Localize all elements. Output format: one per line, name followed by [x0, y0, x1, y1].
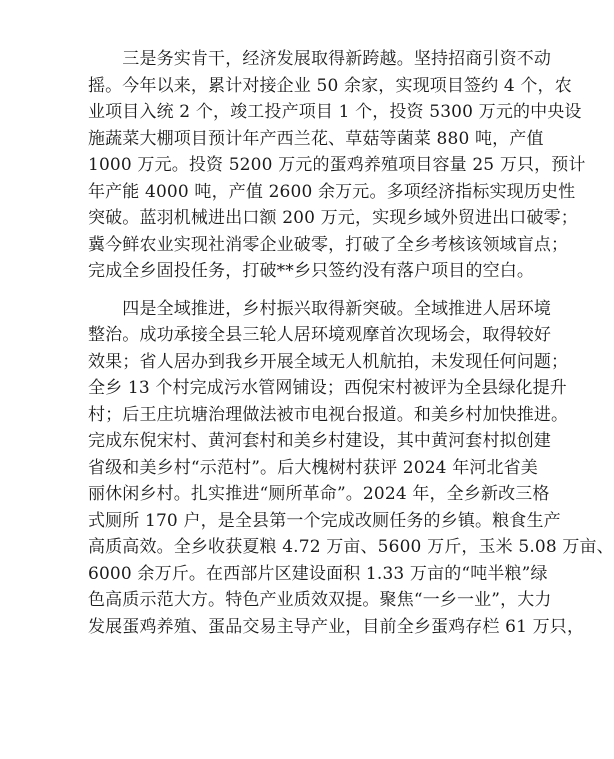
text-line: 村；后王庄坑塘治理做法被市电视台报道。和美乡村加快推进。 — [88, 404, 569, 425]
text-line: 式厕所 170 户，是全县第一个完成改厕任务的乡镇。粮食生产 — [88, 510, 561, 531]
text-line: 6000 余万斤。在西部片区建设面积 1.33 万亩的“吨半粮”绿 — [88, 563, 548, 584]
text-line: 整治。成功承接全县三轮人居环境观摩首次现场会，取得较好 — [88, 325, 552, 345]
paragraph-rural-revitalization — [88, 296, 614, 641]
text-line: 突破。蓝羽机械进出口额 200 万元，实现乡域外贸进出口破零； — [88, 208, 578, 228]
paragraph-spacer — [88, 285, 508, 296]
paragraph-economy — [88, 46, 586, 285]
text-line: 高质高效。全乡收获夏粮 4.72 万亩、5600 万斤，玉米 5.08 万亩、 — [88, 537, 614, 557]
text-line: 色高质示范大方。特色产业质效双提。聚焦“一乡一业”，大力 — [88, 590, 552, 610]
document-body — [88, 46, 614, 640]
text-line: 三是务实肯干，经济发展取得新跨越。坚持招商引资不动 — [88, 49, 552, 69]
text-line: 效果；省人居办到我乡开展全域无人机航拍，未发现任何问题； — [88, 351, 569, 372]
text-line: 发展蛋鸡养殖、蛋品交易主导产业，目前全乡蛋鸡存栏 61 万只， — [88, 616, 585, 637]
text-line: 施蔬菜大棚项目预计年产西兰花、草菇等菌菜 880 吨，产值 — [88, 128, 544, 149]
text-line: 丽休闲乡村。扎实推进“厕所革命”。2024 年，全乡新改三格 — [88, 484, 550, 504]
text-line: 冀今鲜农业实现社消零企业破零，打破了全乡考核该领域盲点； — [88, 234, 569, 255]
text-line: 完成东倪宋村、黄河套村和美乡村建设，其中黄河套村拟创建 — [88, 431, 552, 451]
text-line: 省级和美乡村“示范村”。后大槐树村获评 2024 年河北省美 — [88, 457, 538, 478]
text-line: 1000 万元。投资 5200 万元的蛋鸡养殖项目容量 25 万只，预计 — [88, 155, 586, 175]
text-line: 业项目入统 2 个，竣工投产项目 1 个，投资 5300 万元的中央设 — [88, 102, 582, 122]
text-line: 全乡 13 个村完成污水管网铺设；西倪宋村被评为全县绿化提升 — [88, 378, 567, 398]
text-line: 完成全乡固投任务，打破**乡只签约没有落户项目的空白。 — [88, 261, 535, 281]
text-line: 年产能 4000 吨，产值 2600 余万元。多项经济指标实现历史性 — [88, 181, 576, 202]
text-line: 四是全域推进，乡村振兴取得新突破。全域推进人居环境 — [88, 298, 552, 319]
text-line: 摇。今年以来，累计对接企业 50 余家，实现项目签约 4 个，农 — [88, 75, 572, 96]
